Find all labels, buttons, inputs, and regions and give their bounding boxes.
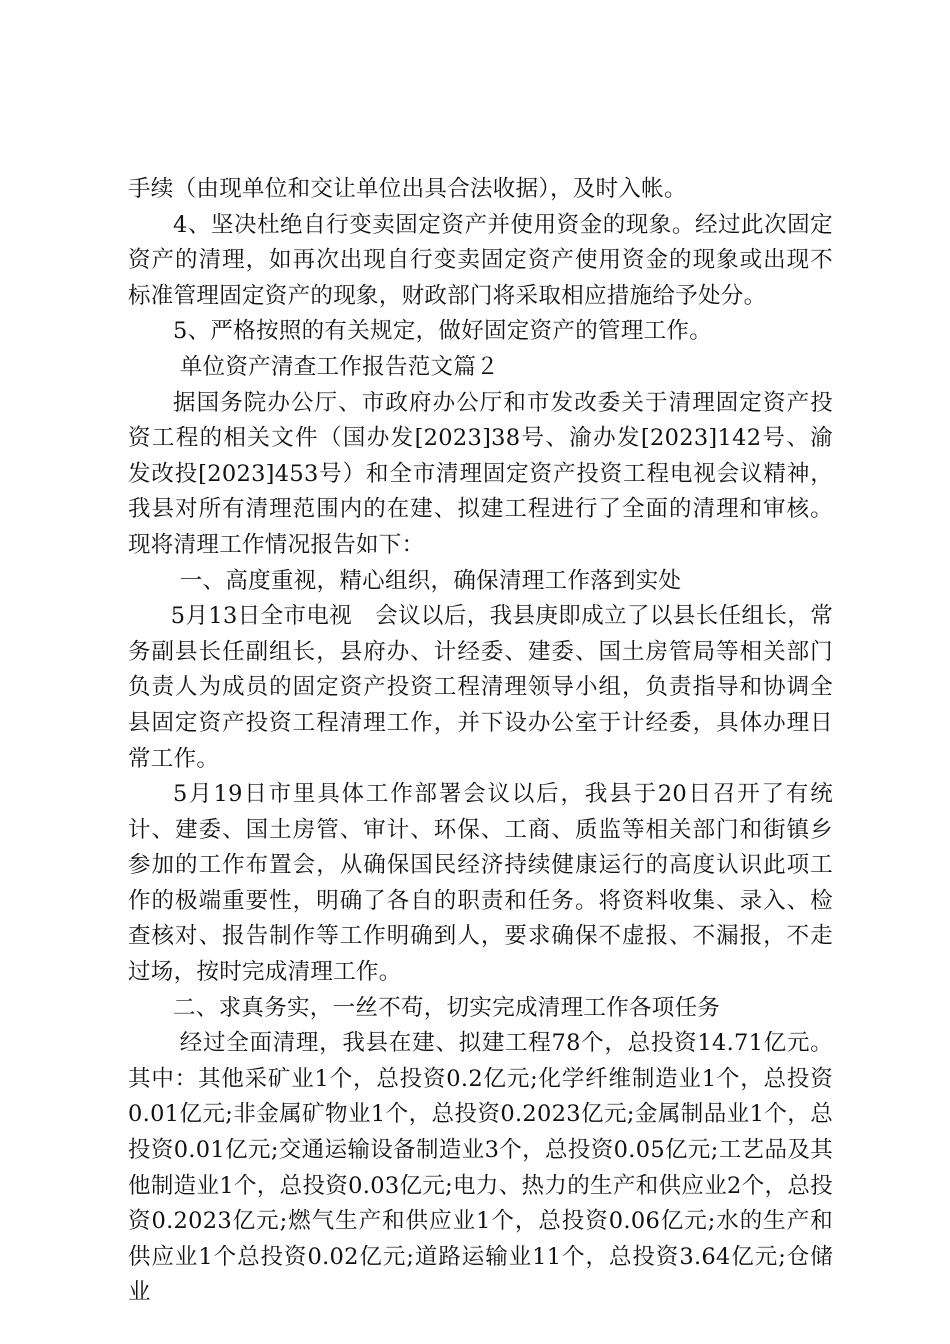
paragraph-may-13: 5月13日全市电视 会议以后，我县庚即成立了以县长任组长，常务副县长任副组长，县府办、计经委、建委、国土房管局等相关部门负责人为成员的固定资产投资工程清理领导小组，负责指导和协调全县固定资产投资工程清理工作，并下设办公室于计经委，具体办理日常工作。 xyxy=(128,603,833,772)
heading-two: 二、求真务实，一丝不苟，切实完成清理工作各项任务 xyxy=(173,994,721,1021)
paragraph-intro: 据国务院办公厅、市政府办公厅和市发改委关于清理固定资产投资工程的相关文件（国办发[2023]38号、渝办发[2023]142号、渝发改投[2023]453号）和全市清理固定资产投资工程电视会议精神，我县对所有清理范围内的在建、拟建工程进行了全面的清理和审核。现将清理工作情况报告如下： xyxy=(128,389,833,558)
paragraph-item-5: 5、严格按照的有关规定，做好固定资产的管理工作。 xyxy=(173,318,713,345)
section-title: 单位资产清查工作报告范文篇２ xyxy=(179,353,499,380)
document-body xyxy=(128,172,833,1311)
heading-one: 一、高度重视，精心组织，确保清理工作落到实处 xyxy=(179,567,682,594)
paragraph-continuation: 手续（由现单位和交让单位出具合法收据），及时入帐。 xyxy=(128,176,687,202)
paragraph-results: 经过全面清理，我县在建、拟建工程78个，总投资14.71亿元。其中：其他采矿业1个，总投资0.2亿元;化学纤维制造业1个，总投资0.01亿元;非金属矿物业1个，总投资0.2023亿元;金属制品业1个，总投资0.01亿元;交通运输设备制造业3个，总投资0.05亿元;工艺品及其他制造业1个，总投资0.03亿元;电力、热力的生产和供应业2个，总投资0.2023亿元;燃气生产和供应业1个，总投资0.06亿元;水的生产和供应业1个总投资0.02亿元;道路运输业11个，总投资3.64亿元;仓储业 xyxy=(128,1030,833,1306)
paragraph-item-4: 4、坚决杜绝自行变卖固定资产并使用资金的现象。经过此次固定资产的清理，如再次出现自行变卖固定资产使用资金的现象或出现不标准管理固定资产的现象，财政部门将采取相应措施给予处分。 xyxy=(128,211,833,309)
paragraph-may-19: 5月19日市里具体工作部署会议以后，我县于20日召开了有统计、建委、国土房管、审计、环保、工商、质监等相关部门和街镇乡参加的工作布置会，从确保国民经济持续健康运行的高度认识此项工作的极端重要性，明确了各自的职责和任务。将资料收集、录入、检查核对、报告制作等工作明确到人，要求确保不虚报、不漏报，不走过场，按时完成清理工作。 xyxy=(128,781,833,986)
